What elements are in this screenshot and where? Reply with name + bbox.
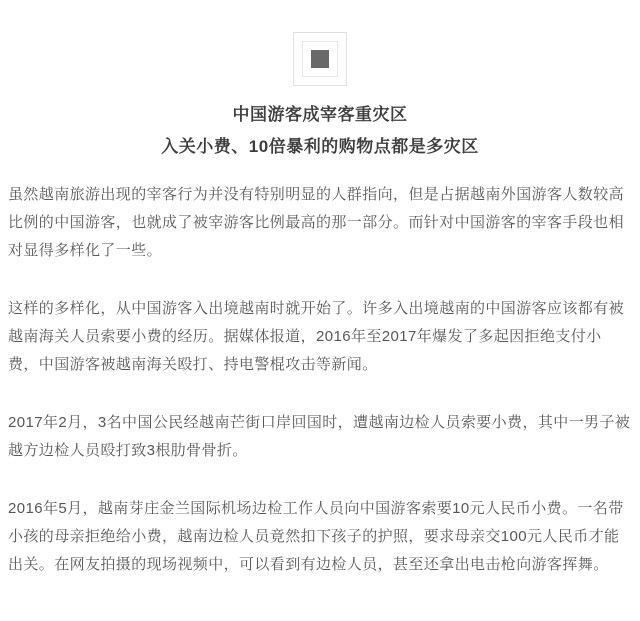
article-paragraph-4: 2016年5月，越南芽庄金兰国际机场边检工作人员向中国游客索要10元人民币小费。一名带小孩的母亲拒绝给小费，越南边检人员竟然扣下孩子的护照，要求母亲交100元人民币才能出关。在网友拍摄的现场视频中，可以看到有边检人员，甚至还拿出电击枪向游客挥舞。 [8, 500, 624, 573]
article-title-block [0, 99, 640, 163]
article-title-line1: 中国游客成宰客重灾区 [232, 105, 408, 124]
article-title-line2: 入关小费、10倍暴利的购物点都是多灾区 [161, 137, 479, 156]
article-body [0, 181, 640, 579]
logo-core-square [311, 50, 329, 68]
article-paragraph-3: 2017年2月，3名中国公民经越南芒街口岸回国时，遭越南边检人员索要小费，其中一男子被越方边检人员殴打致3根肋骨骨折。 [8, 414, 631, 459]
article-page [0, 32, 640, 621]
article-paragraph-2: 这样的多样化，从中国游客入出境越南时就开始了。许多入出境越南的中国游客应该都有被越南海关人员索要小费的经历。据媒体报道，2016年至2017年爆发了多起因拒绝支付小费，中国游客被越南海关殴打、持电警棍攻击等新闻。 [8, 300, 625, 373]
article-paragraph-1: 虽然越南旅游出现的宰客行为并没有特别明显的人群指向，但是占据越南外国游客人数较高比例的中国游客，也就成了被宰游客比例最高的那一部分。而针对中国游客的宰客手段也相对显得多样化了一些。 [8, 186, 625, 259]
logo-middle-square [302, 41, 338, 77]
nested-squares-logo-icon [293, 32, 347, 86]
